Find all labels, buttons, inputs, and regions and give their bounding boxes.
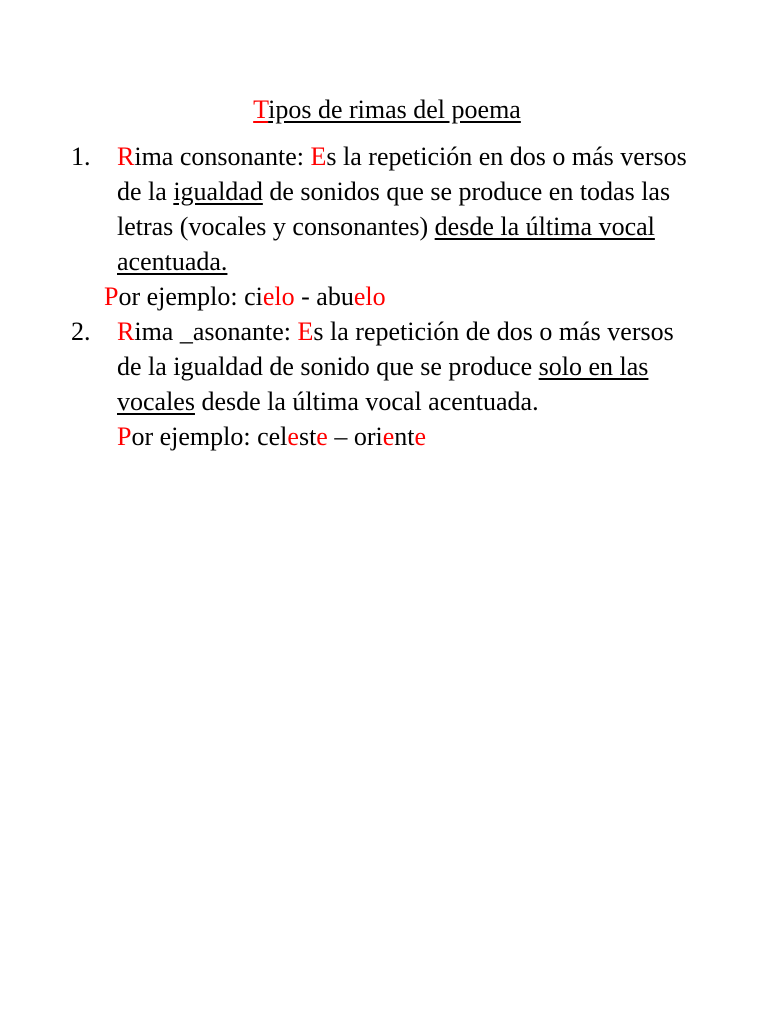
item-line	[117, 139, 687, 174]
definition-text: ima consonante:	[134, 142, 311, 171]
item-line	[117, 384, 539, 419]
underlined-text: igualdad	[173, 177, 263, 206]
page-title	[0, 92, 768, 127]
definition-text: de la igualdad de sonido que se produce	[117, 352, 539, 381]
definition-text: s la repetición en dos o más versos	[326, 142, 687, 171]
definition-text: de sonidos que se produce en todas las	[262, 177, 671, 206]
definition-text: desde la última vocal acentuada.	[194, 387, 539, 416]
example-text: or ejemplo: cel	[131, 422, 288, 451]
example-line	[104, 279, 386, 314]
rhyme-vowel: e	[287, 422, 299, 451]
red-initial: P	[104, 282, 119, 311]
title-text: ipos de rimas del poema	[268, 95, 521, 124]
rhyme-ending: elo	[353, 282, 386, 311]
underlined-text: desde la última vocal	[434, 212, 655, 241]
item-line	[117, 209, 655, 244]
item-line	[117, 349, 648, 384]
example-text: or ejemplo: ci	[118, 282, 263, 311]
definition-text: letras (vocales y consonantes)	[117, 212, 435, 241]
underlined-text: vocales	[117, 387, 195, 416]
item-line	[117, 314, 674, 349]
definition-text: de la	[117, 177, 174, 206]
red-initial: P	[117, 422, 132, 451]
example-text: st	[298, 422, 317, 451]
example-text: nt	[394, 422, 415, 451]
rhyme-ending: elo	[262, 282, 295, 311]
underlined-text: acentuada.	[117, 247, 228, 276]
rhyme-vowel: e	[316, 422, 328, 451]
example-line	[117, 419, 426, 454]
item-line	[117, 244, 227, 279]
rhyme-vowel: e	[382, 422, 395, 451]
underlined-text: solo en las	[538, 352, 649, 381]
red-initial: R	[117, 142, 135, 171]
title-initial: T	[253, 95, 269, 124]
list-number: 2.	[71, 317, 91, 346]
example-text: - abu	[294, 282, 354, 311]
list-number: 1.	[71, 142, 91, 171]
definition-text: ima _asonante:	[134, 317, 298, 346]
red-initial: E	[297, 317, 314, 346]
rhyme-vowel: e	[414, 422, 427, 451]
definition-text: s la repetición de dos o más versos	[313, 317, 674, 346]
red-initial: R	[117, 317, 135, 346]
item-line	[117, 174, 670, 209]
red-initial: E	[310, 142, 327, 171]
example-text: – ori	[327, 422, 383, 451]
